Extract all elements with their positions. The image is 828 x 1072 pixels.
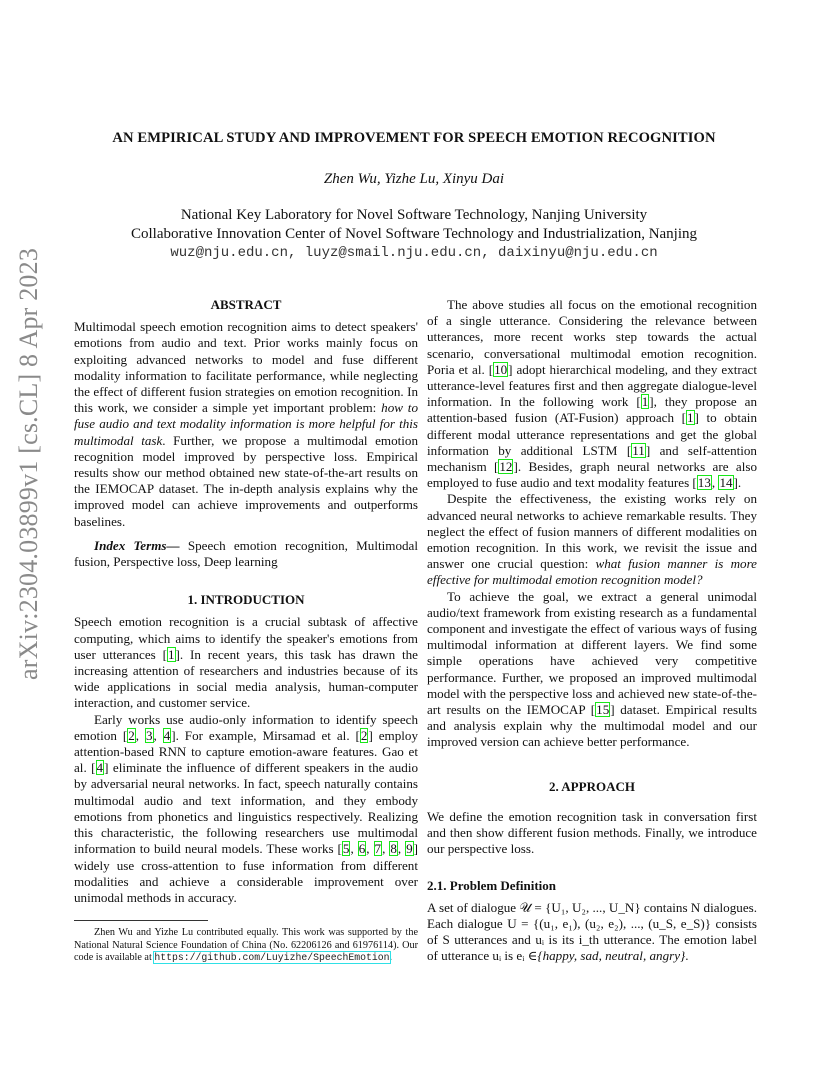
emotion-label-set: {happy, sad, neutral, angry}	[537, 948, 686, 964]
affiliation-2: Collaborative Innovation Center of Novel Software Technology and Industrialization, Nanjing	[130, 226, 698, 242]
paper-title: AN EMPIRICAL STUDY AND IMPROVEMENT FOR SPEECH EMOTION RECOGNITION	[112, 130, 716, 146]
footnote	[74, 927, 418, 965]
text-run: .	[389, 952, 393, 964]
citation-link[interactable]: 8	[390, 841, 397, 857]
footnote-text: Zhen Wu and Yizhe Lu contributed equally. This work was supported by the National Natural Science Foundation of China (No. 62206126 and 61976114). Our code is available at	[74, 927, 418, 964]
problem-definition-heading: 2.1. Problem Definition	[427, 877, 557, 893]
key-question: what fusion manner is more effective for multimodal emotion recognition model?	[427, 556, 757, 588]
citation-link[interactable]: 15	[596, 702, 610, 718]
text-run: ]. Besides, graph neural networks are also employed to fuse audio and text modality features [	[427, 459, 757, 491]
text-run: Speech emotion recognition is a crucial subtask of affective computing, which aims to identify the speaker's emotions from user utterances [	[74, 614, 418, 662]
paper-authors: Zhen Wu, Yizhe Lu, Xinyu Dai	[323, 171, 505, 187]
citation-link[interactable]: 13	[697, 475, 711, 491]
text-run: Early works use audio-only information to identify speech emotion [	[74, 711, 418, 743]
citation-link[interactable]: 5	[342, 841, 350, 857]
text-run: ] employ attention-based RNN to capture emotion-aware features. Gao et al. [	[74, 727, 418, 776]
citation-link[interactable]: 2	[128, 727, 135, 743]
text-run: ]. In recent years, this task has drawn the increasing attention of researchers and industries because of its wide applications in social media analysis, human-computer interaction, and customer service.	[74, 646, 418, 711]
right-column	[427, 297, 757, 965]
code-repository-link[interactable]: https://github.com/Luyizhe/SpeechEmotion	[154, 952, 390, 964]
citation-link[interactable]: 12	[499, 459, 513, 475]
index-terms	[74, 538, 418, 570]
intro-paragraph-5	[427, 589, 757, 751]
text-run: ] eliminate the influence of different speakers in the audio by adversarial neural networks. In fact, speech naturally contains multimodal audio and text information, and they embody emotions from phonetics and linguistics respectively. Realizing this characteristic, the following researchers use multimodal information to build neural models. These works [	[74, 760, 419, 857]
citation-link[interactable]: 4	[96, 760, 104, 776]
footnote-divider	[74, 920, 208, 921]
arxiv-identifier-stamp: arXiv:2304.03899v1 [cs.CL] 8 Apr 2023	[14, 247, 43, 680]
text-run: ] and self-attention mechanism [	[427, 442, 757, 475]
text-run: ].	[733, 475, 742, 491]
intro-paragraph-1	[74, 614, 418, 711]
abstract-heading: ABSTRACT	[210, 297, 282, 312]
abstract-text-part: . Further, we propose a multimodal emotion recognition model improved by perspective loss. Empirical results show our method obtained new state-of-the-art results on the IEMOCAP dataset. The in-depth analysis explains why the improved model can achieve improvements and outperforms baselines.	[74, 432, 418, 529]
approach-heading: 2. APPROACH	[549, 778, 635, 794]
intro-paragraph-2: Early works use audio-only information to identify speech emotion [2, 3, 4]. For example, Mirsamad et al. [2] employ attention-based RNN to capture emotion-aware features. Gao et al. [4] eliminate the influence of different speakers in the audio by adversarial neural networks. In fact, speech naturally contains multimodal audio and text information, and they embody emotions from phonetics and linguistics respectively. Realizing this characteristic, the following researchers use multimodal information to build neural models. These works [5, 6, 7, 8, 9] widely use cross-attention to fuse information from different modalities and achieve a considerable improvement over unimodal methods in accuracy.	[74, 711, 419, 905]
introduction-heading: 1. INTRODUCTION	[187, 592, 305, 608]
citation-link[interactable]: 3	[145, 727, 153, 743]
index-terms-text: Speech emotion recognition, Multimodal fusion, Perspective loss, Deep learning	[74, 537, 418, 570]
text-run: A set of dialogue 𝒰 = {U₁, U₂, ..., U_N} contains N dialogues. Each dialogue U = {(u₁, e₁), (u₂, e₂), ..., (u_S, e_S)} consists of S utterances and uᵢ is its i_th utterance. The emotion label of utterance uᵢ is eᵢ ∈	[427, 899, 757, 964]
citation-link[interactable]: 2	[360, 727, 368, 743]
intro-paragraph-3: The above studies all focus on the emotional recognition of a single utterance. Considering the relevance between utterances, more recent works step towards the actual scenario, conversational multimodal emotion recognition. Poria et al. [10] adopt hierarchical modeling, and they extract utterance-level features first and then aggregate dialogue-level information. In the following work [1], they propose an attention-based fusion (AT-Fusion) approach [1] to obtain different modal utterance representations and get the global information by additional LSTM [11] and self-attention mechanism [12]. Besides, graph neural networks are also employed to fuse audio and text modality features [13, 14].	[427, 297, 757, 491]
text-run: Despite the effectiveness, the existing works rely on advanced neural networks to achieve remarkable results. They neglect the effect of fusion manners of different modalities on emotion recognition. In this work, we revisit the issue and answer one crucial question:	[427, 491, 757, 572]
citation-link[interactable]: 6	[358, 841, 366, 857]
author-emails: wuz@nju.edu.cn, luyz@smail.nju.edu.cn, daixinyu@nju.edu.cn	[170, 245, 658, 261]
text-run: ]. For example, Mirsamad et al. [	[171, 727, 360, 743]
citation-link[interactable]: 1	[641, 394, 649, 410]
text-run: ] adopt hierarchical modeling, and they extract utterance-level features first and then aggregate dialogue-level information. In the following work [	[427, 361, 757, 410]
text-run: ] dataset. Empirical results and analysis explain why the multimodal model and our improved version can achieve better performance.	[427, 702, 757, 750]
citation-link[interactable]: 4	[163, 727, 171, 743]
index-terms-label: Index Terms—	[94, 537, 180, 553]
affiliation-block	[0, 206, 828, 263]
text-run: ] widely use cross-attention to fuse information from different modalities and achieve a considerable improvement over unimodal methods in accuracy.	[74, 841, 419, 905]
text-run: ], they propose an attention-based fusion (AT-Fusion) approach [	[427, 394, 757, 426]
citation-link[interactable]: 10	[494, 361, 508, 377]
text-run: The above studies all focus on the emotional recognition of a single utterance. Considering the relevance between utterances, more recent works step towards the actual scenario, conversational multimodal emotion recognition. Poria et al. [	[427, 297, 757, 377]
citation-link[interactable]: 7	[374, 841, 382, 857]
left-column	[74, 297, 418, 965]
problem-definition-text	[427, 900, 757, 965]
affiliation-1: National Key Laboratory for Novel Software Technology, Nanjing University	[180, 207, 648, 223]
approach-intro: We define the emotion recognition task in conversation first and then show different fusion methods. Finally, we introduce our perspective loss.	[427, 808, 757, 857]
text-run: ] to obtain different modal utterance representations and get the global information by additional LSTM [	[427, 410, 757, 458]
abstract-italic-question: how to fuse audio and text modality information is more helpful for this multimodal task	[74, 400, 418, 448]
citation-link[interactable]: 1	[686, 410, 694, 426]
intro-paragraph-4	[427, 491, 757, 588]
citation-link[interactable]: 1	[167, 646, 175, 662]
abstract-text	[74, 319, 418, 530]
citation-link[interactable]: 11	[632, 442, 645, 458]
citation-link[interactable]: 9	[406, 841, 413, 857]
citation-link[interactable]: 14	[719, 475, 733, 491]
abstract-text-part: Multimodal speech emotion recognition aims to detect speakers' emotions from audio and text. Prior works mainly focus on exploiting advanced networks to model and fuse different modality information to facilitate performance, while neglecting the effect of different fusion strategies on emotion recognition. In this work, we consider a simple yet important problem:	[74, 319, 418, 416]
text-run: To achieve the goal, we extract a general unimodal audio/text framework from existing research as a fundamental component and investigate the effect of various ways of fusing multimodal information at different layers. We find some simple operations have achieved very competitive performance. Further, we proposed an improved multimodal model with the perspective loss and achieved new state-of-the-art results on the IEMOCAP [	[427, 588, 757, 718]
text-run: .	[685, 948, 689, 964]
